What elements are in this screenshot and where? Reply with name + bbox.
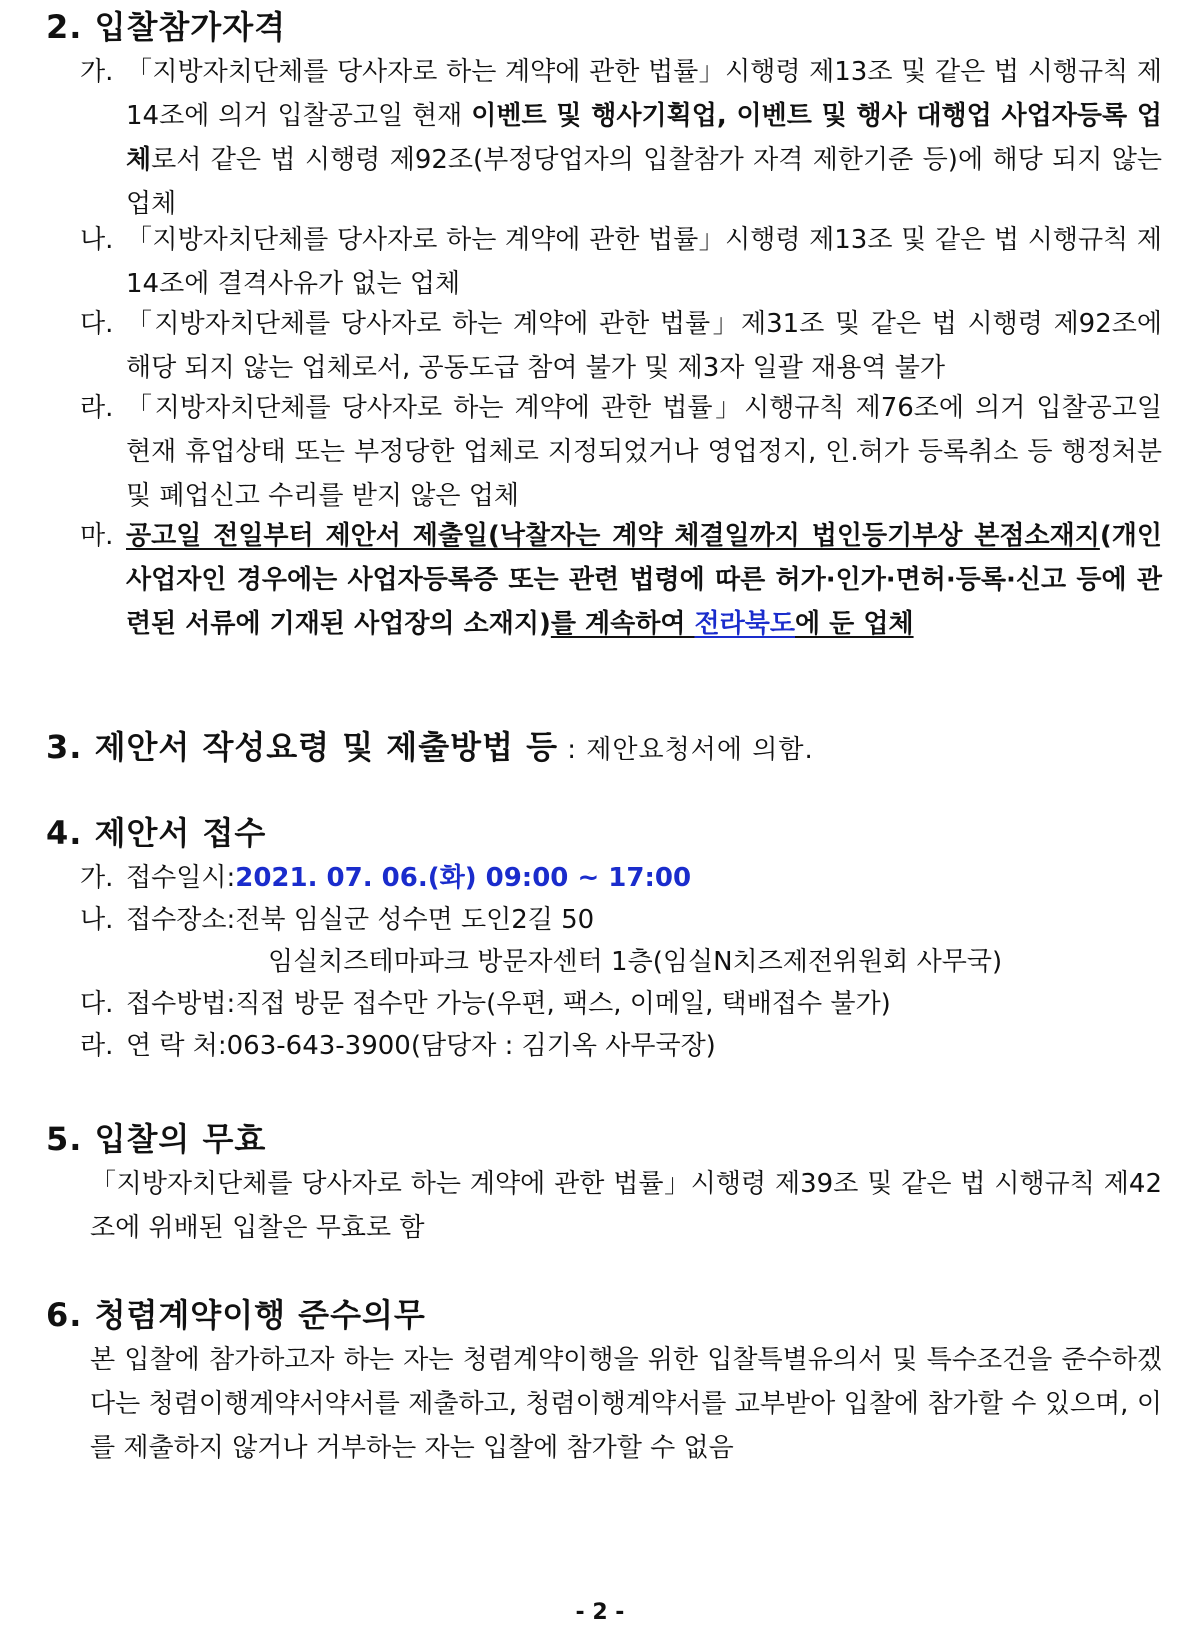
location-requirement-emphasis: 공고일 전일부터 제안서 제출일(낙찰자는 계약 체결일까지 법인등기부상 본점소재지 bbox=[126, 521, 1100, 551]
section-6-text: 본 입찰에 참가하고자 하는 자는 청렴계약이행을 위한 입찰특별유의서 및 특수조건을 준수하겠다는 청렴이행계약서약서를 제출하고, 청렴이행계약서를 교부받아 입찰에 참가할 수 있으며, 이를 제출하지 않거나 거부하는 자는 입찰에 참가할 수 없음 bbox=[90, 1345, 1162, 1463]
region-highlight: 전라북도 bbox=[694, 609, 795, 639]
submission-address: 전북 임실군 성수면 도인2길 50 bbox=[235, 905, 595, 935]
item-text: 「지방자치단체를 당사자로 하는 계약에 관한 법률」시행령 제13조 및 같은 법 시행규칙 제14조에 의거 입찰공고일 현재 이벤트 및 행사기획업, 이벤트 및 행사 대행업 사업자등록 업체로서 같은 법 시행령 제92조(부정당업자의 입찰참가 자격 제한기준 등)에 해당 되지 않는 업체 bbox=[126, 57, 1163, 219]
page-number: - 2 - bbox=[575, 1600, 625, 1625]
section-3-title: 3. 제안서 작성요령 및 제출방법 등 : 제안요청서에 의함. bbox=[46, 728, 814, 766]
section-4-row-contact: 라. 연 락 처:063-643-3900(담당자 : 김기옥 사무국장) bbox=[80, 1024, 716, 1068]
item-text: 「지방자치단체를 당사자로 하는 계약에 관한 법률」제31조 및 같은 법 시행령 제92조에 해당 되지 않는 업체로서, 공동도급 참여 불가 및 제3자 일괄 재용역 불가 bbox=[126, 309, 1162, 383]
submission-place-detail: 임실치즈테마파크 방문자센터 1층(임실N치즈제전위원회 사무국) bbox=[268, 947, 1003, 977]
section-5-title: 5. 입찰의 무효 bbox=[46, 1120, 267, 1158]
contact-info: 063-643-3900(담당자 : 김기옥 사무국장) bbox=[226, 1031, 716, 1061]
row-label: 접수일시: bbox=[126, 863, 236, 893]
section-3-text: 제안요청서에 의함. bbox=[586, 735, 814, 765]
item-text: 「지방자치단체를 당사자로 하는 계약에 관한 법률」시행규칙 제76조에 의거 입찰공고일 현재 휴업상태 또는 부정당한 업체로 지정되었거나 영업정지, 인.허가 등록취소 등 행정처분 및 폐업신고 수리를 받지 않은 업체 bbox=[126, 393, 1162, 511]
section-2-item-da bbox=[80, 302, 1162, 390]
row-label: 접수방법: bbox=[126, 989, 236, 1019]
item-text: 「지방자치단체를 당사자로 하는 계약에 관한 법률」시행령 제13조 및 같은 법 시행규칙 제14조에 결격사유가 없는 업체 bbox=[126, 225, 1162, 299]
item-marker: 마. bbox=[80, 521, 114, 551]
section-2-title: 2. 입찰참가자격 bbox=[46, 8, 287, 46]
submission-datetime: 2021. 07. 06.(화) 09:00 ~ 17:00 bbox=[235, 863, 692, 893]
section-4-row-place: 나. 접수장소:전북 임실군 성수면 도인2길 50 bbox=[80, 898, 594, 942]
section-4-row-method: 다. 접수방법:직접 방문 접수만 가능(우편, 팩스, 이메일, 택배접수 불가) bbox=[80, 982, 891, 1026]
section-4-row-date: 가. 접수일시:2021. 07. 06.(화) 09:00 ~ 17:00 bbox=[80, 856, 691, 900]
row-label: 연 락 처: bbox=[126, 1031, 227, 1061]
section-5-text: 「지방자치단체를 당사자로 하는 계약에 관한 법률」시행령 제39조 및 같은 법 시행규칙 제42조에 위배된 입찰은 무효로 함 bbox=[90, 1169, 1162, 1243]
item-marker: 가. bbox=[80, 57, 114, 87]
submission-method: 직접 방문 접수만 가능(우편, 팩스, 이메일, 택배접수 불가) bbox=[235, 989, 891, 1019]
item-marker: 다. bbox=[80, 309, 114, 339]
section-2-item-na bbox=[80, 218, 1162, 306]
section-2-item-ma bbox=[80, 514, 1162, 646]
row-label: 접수장소: bbox=[126, 905, 236, 935]
section-2-item-ga bbox=[80, 50, 1162, 226]
section-4-title: 4. 제안서 접수 bbox=[46, 814, 267, 852]
section-6-title: 6. 청렴계약이행 준수의무 bbox=[46, 1296, 426, 1334]
item-marker: 라. bbox=[80, 393, 114, 423]
business-type-emphasis: 이벤트 및 행사기획업, 이벤트 및 행사 대행업 사업자등록 업체 bbox=[126, 101, 1163, 175]
item-text: 공고일 전일부터 제안서 제출일(낙찰자는 계약 체결일까지 법인등기부상 본점소재지(개인사업자인 경우에는 사업자등록증 또는 관련 법령에 따른 허가·인가·면허·등록·신고 등에 관련된 서류에 기재된 사업장의 소재지)를 계속하여 전라북도에 둔 업체 bbox=[126, 521, 1162, 639]
section-2-item-ra bbox=[80, 386, 1162, 518]
item-marker: 나. bbox=[80, 225, 114, 255]
